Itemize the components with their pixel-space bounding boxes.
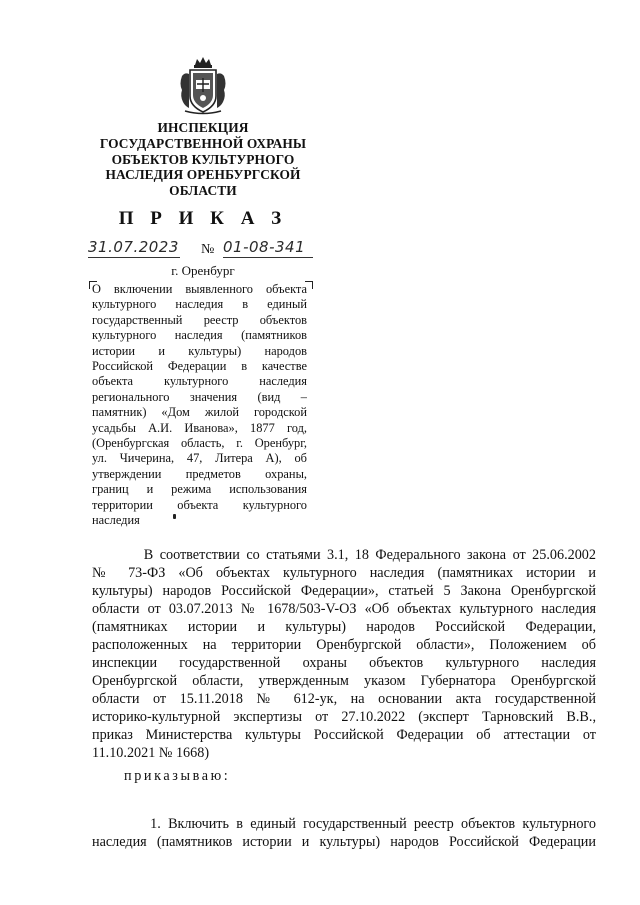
handwritten-order-number: 01-08-341 xyxy=(223,238,313,258)
paragraph-line: В соответствии со статьями 3.1, 18 Федерального закона от 25.06.2002 xyxy=(92,547,596,563)
subject-line: (Оренбургская область, г. Оренбург, xyxy=(92,436,307,451)
paragraph-line: области от 15.11.2018 № 612-ук, на основании акта государственной xyxy=(92,691,596,707)
org-line: ОБЪЕКТОВ КУЛЬТУРНОГО xyxy=(111,151,295,167)
preamble-paragraph xyxy=(92,546,596,762)
org-line: НАСЛЕДИЯ ОРЕНБУРГСКОЙ xyxy=(105,167,301,183)
org-line: ИНСПЕКЦИЯ xyxy=(157,120,249,135)
paragraph-line: 11.10.2021 № 1668) xyxy=(92,745,210,761)
subject-line: государственный реестр объектов xyxy=(92,312,307,327)
subject-line: границ и режима использования xyxy=(92,482,307,497)
subject-line: культурного наследия в единый xyxy=(92,297,307,312)
paragraph-line: расположенных на территории Оренбургской области», Положением об xyxy=(92,637,596,653)
subject-line: усадьбы А.И. Иванова», 1877 год, xyxy=(92,420,307,435)
paragraph-line: (памятниках истории и культуры) народов Российской Федерации, xyxy=(92,619,596,635)
ink-mark xyxy=(173,514,176,519)
paragraph-line: № 73-ФЗ «Об объектах культурного наследия (памятниках истории и xyxy=(92,565,596,581)
paragraph-line: области от 03.07.2013 № 1678/503-V-ОЗ «Об объектах культурного наследия xyxy=(92,601,596,617)
issuing-authority xyxy=(92,120,314,199)
paragraph-line: приказ Министерства культуры Российской Федерации об аттестации от xyxy=(92,727,596,743)
order-word: приказываю: xyxy=(124,768,231,784)
paragraph-line: культуры) народов Российской Федерации», статьей 5 Закона Оренбургской xyxy=(92,583,596,599)
order-item-1 xyxy=(92,815,596,851)
number-sign: № xyxy=(201,242,215,257)
subject-line: территории объекта культурного xyxy=(92,497,307,512)
handwritten-date: 31.07.2023 xyxy=(88,238,179,256)
subject-line: регионального значения (вид – xyxy=(92,389,307,404)
subject-line: памятник) «Дом жилой городской xyxy=(92,405,307,420)
paragraph-line: наследия (памятников истории и культуры) народов Российской Федерации xyxy=(92,834,596,850)
paragraph-line: инспекции государственной охраны объектов культурного наследия xyxy=(92,655,596,671)
subject-line: Российской Федерации в качестве xyxy=(92,359,307,374)
subject-line: культурного наследия (памятников xyxy=(92,328,307,343)
subject-line: истории и культуры) народов xyxy=(92,343,307,358)
document-type-title: П Р И К А З xyxy=(118,208,288,229)
paragraph-line: историко-культурной экспертизы от 27.10.2022 (эксперт Тарновский В.В., xyxy=(92,709,596,725)
city-label: г. Оренбург xyxy=(171,263,235,278)
order-date-number-row xyxy=(84,238,324,260)
subject-line: объекта культурного наследия xyxy=(92,374,307,389)
org-line: ОБЛАСТИ xyxy=(169,183,237,199)
subject-line: наследия xyxy=(92,513,140,528)
paragraph-line: Оренбургской области, утвержденным указом Губернатора Оренбургской xyxy=(92,673,596,689)
subject-line: ул. Чичерина, 47, Литера А), об xyxy=(92,451,307,466)
subject-line: утверждении предметов охраны, xyxy=(92,466,307,481)
coat-of-arms-icon xyxy=(179,56,227,116)
subject-line: О включении выявленного объекта xyxy=(92,282,307,296)
org-line: ГОСУДАРСТВЕННОЙ ОХРАНЫ xyxy=(99,135,307,151)
order-subject xyxy=(92,282,307,529)
paragraph-line: 1. Включить в единый государственный реестр объектов культурного xyxy=(92,816,596,832)
